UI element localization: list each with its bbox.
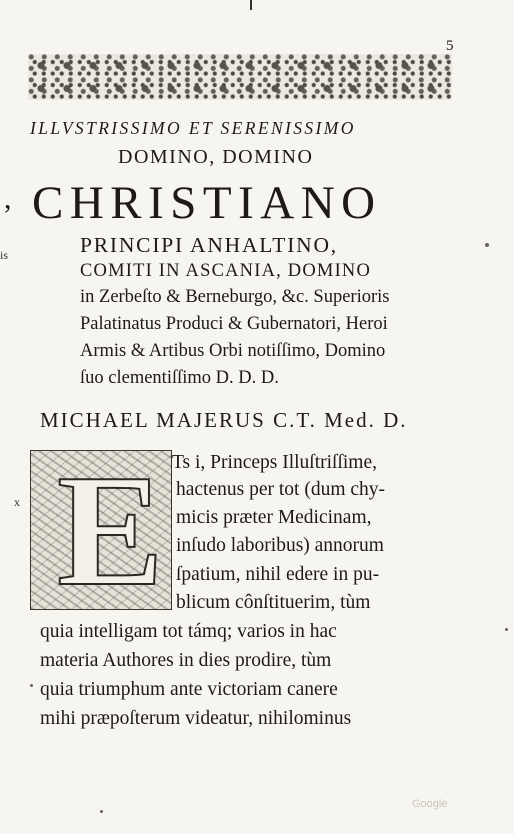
drop-cap-letter: E: [57, 441, 164, 619]
dedication-line-2: DOMINO, DOMINO: [118, 146, 314, 168]
decorated-initial: [30, 441, 172, 619]
ink-speck: [100, 810, 103, 813]
author-line: MICHAEL MAJERUS C.T. Med. D.: [40, 408, 408, 432]
top-edge-mark: [250, 0, 258, 10]
ink-speck: [30, 684, 33, 687]
ornamental-headpiece: [28, 54, 452, 100]
ink-speck: [505, 628, 508, 631]
google-watermark: Google: [412, 798, 448, 810]
dedication-line-1: ILLVSTRISSIMO ET SERENISSIMO: [30, 118, 356, 138]
body-line-1: Ts i, Princeps Illuſtriſſime,: [172, 452, 377, 473]
dedicatee-name: CHRISTIANO: [32, 177, 382, 229]
body-line-9: quia triumphum ante victoriam canere: [40, 679, 338, 700]
body-line-8: materia Authores in dies prodire, tùm: [40, 650, 332, 671]
margin-comma: ,: [4, 182, 12, 215]
dedication-line-7: Palatinatus Produci & Gubernatori, Heroi: [80, 314, 388, 334]
body-line-4: inſudo laboribus) annorum: [176, 535, 384, 556]
margin-note-is: is: [0, 248, 9, 262]
margin-note-x: x: [14, 495, 20, 509]
dedication-line-9: ſuo clementiſſimo D. D. D.: [80, 368, 279, 388]
dedication-line-6: in Zerbeſto & Berneburgo, &c. Superioris: [80, 287, 390, 307]
page-number: 5: [446, 38, 454, 54]
ink-speck: [485, 243, 489, 247]
body-line-6: blicum cônſtituerim, tùm: [176, 592, 371, 613]
body-line-7: quia intelligam tot támq; varios in hac: [40, 621, 337, 642]
body-line-10: mihi præpoſterum videatur, nihilominus: [40, 708, 352, 729]
dedication-line-4: PRINCIPI ANHALTINO,: [80, 233, 338, 257]
dedication-line-5: COMITI IN ASCANIA, DOMINO: [80, 261, 372, 281]
body-line-5: ſpatium, nihil edere in pu-: [176, 564, 380, 585]
body-line-3: micis præter Medicinam,: [176, 507, 372, 528]
body-line-2: hactenus per tot (dum chy-: [176, 479, 386, 500]
dedication-line-8: Armis & Artibus Orbi notiſſimo, Domino: [80, 341, 386, 361]
